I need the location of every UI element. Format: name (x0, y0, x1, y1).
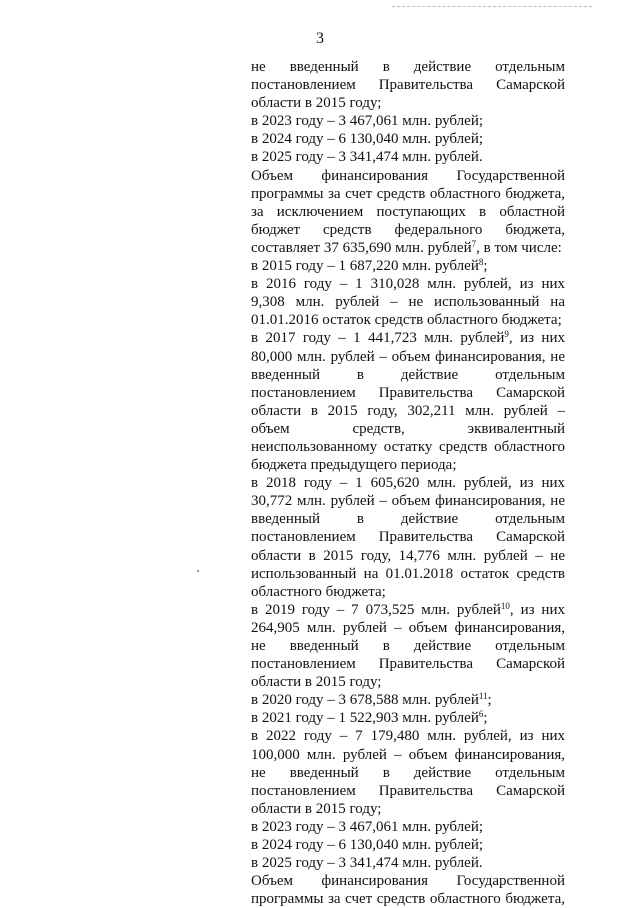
page-number: 3 (316, 30, 324, 47)
body-paragraph (251, 836, 565, 854)
body-paragraph (251, 275, 565, 329)
body-paragraph (251, 130, 565, 148)
paragraph-text: в 2018 году – 1 605,620 млн. рублей, из них 30,772 млн. рублей – объем финансирования, не введенный в действие отдельным постановлением Правительства Самарской области в 2015 году, 14,776 млн. рублей – не использованный на 01.01.2018 остаток средств областного бюджета; (251, 475, 565, 600)
body-paragraph (251, 474, 565, 601)
paragraph-text: в 2024 году – 6 130,040 млн. рублей; (251, 131, 484, 148)
paragraph-text: в 2019 году – 7 073,525 млн. рублей (251, 601, 501, 618)
body-paragraph (251, 691, 565, 709)
paragraph-text-continued: , из них 264,905 млн. рублей – объем финансирования, не введенный в действие отдельным постановлением Правительства Самарской области в 2015 году; (251, 601, 565, 691)
body-paragraph (251, 167, 565, 257)
body-paragraph (251, 854, 565, 872)
footnote-marker: 9 (504, 329, 509, 340)
footnote-marker: 6 (478, 709, 484, 720)
footnote-marker: 10 (500, 600, 510, 611)
paragraph-text: в 2024 году – 6 130,040 млн. рублей; (251, 837, 484, 854)
paragraph-text: не введенный в действие отдельным постановлением Правительства Самарской области в 2015 году; (251, 59, 565, 112)
paragraph-text: в 2025 году – 3 341,474 млн. рублей. (251, 149, 483, 166)
footnote-marker: 11 (478, 691, 488, 702)
body-paragraph (251, 58, 565, 112)
body-paragraph (251, 872, 565, 908)
body-paragraph (251, 727, 565, 817)
paragraph-text: в 2023 году – 3 467,061 млн. рублей; (251, 818, 484, 835)
body-paragraph (251, 709, 565, 727)
paragraph-text: в 2017 году – 1 441,723 млн. рублей (251, 330, 505, 347)
paragraph-text: в 2022 году – 7 179,480 млн. рублей, из них 100,000 млн. рублей – объем финансирования, не введенный в действие отдельным постановлением Правительства Самарской области в 2015 году; (251, 728, 565, 817)
paragraph-text-continued: , из них 80,000 млн. рублей – объем финансирования, не введенный в действие отдельным постановлением Правительства Самарской области в 2015 году, 302,211 млн. рублей – объем средств, эквивалентный неиспользованному остатку средств областного бюджета предыдущего периода; (251, 330, 565, 474)
paragraph-text-continued: ; (483, 258, 488, 275)
paragraph-text: Объем финансирования Государственной программы за счет средств областного бюджета, за исключением поступающих в областной бюджет средств федерального бюджета, составляет 37 635,690 млн. рублей (251, 167, 565, 256)
paragraph-text: в 2020 году – 3 678,588 млн. рублей (251, 692, 479, 709)
paragraph-text: в 2023 году – 3 467,061 млн. рублей; (251, 113, 484, 130)
paragraph-text-continued: , в том числе: (476, 239, 562, 256)
paragraph-text-continued: ; (487, 692, 492, 709)
body-paragraph (251, 257, 565, 275)
scan-speck (197, 570, 199, 572)
paragraph-text: в 2021 году – 1 522,903 млн. рублей (251, 710, 479, 727)
body-paragraph (251, 818, 565, 836)
footnote-marker: 7 (471, 238, 477, 249)
footnote-marker: 8 (478, 257, 484, 268)
body-paragraph (251, 601, 565, 691)
body-paragraph (251, 148, 565, 166)
body-paragraph (251, 329, 565, 474)
body-paragraph (251, 112, 565, 130)
paragraph-text: в 2015 году – 1 687,220 млн. рублей (251, 258, 479, 275)
paragraph-text: в 2025 году – 3 341,474 млн. рублей. (251, 855, 483, 872)
document-body-text (251, 58, 565, 908)
paragraph-text: в 2016 году – 1 310,028 млн. рублей, из них 9,308 млн. рублей – не использованный на 01.01.2016 остаток средств областного бюджета; (251, 276, 565, 329)
top-edge-rule (392, 6, 592, 7)
paragraph-text-continued: ; (483, 710, 488, 727)
paragraph-text: Объем финансирования Государственной программы за счет средств областного бюджета, (251, 873, 565, 908)
